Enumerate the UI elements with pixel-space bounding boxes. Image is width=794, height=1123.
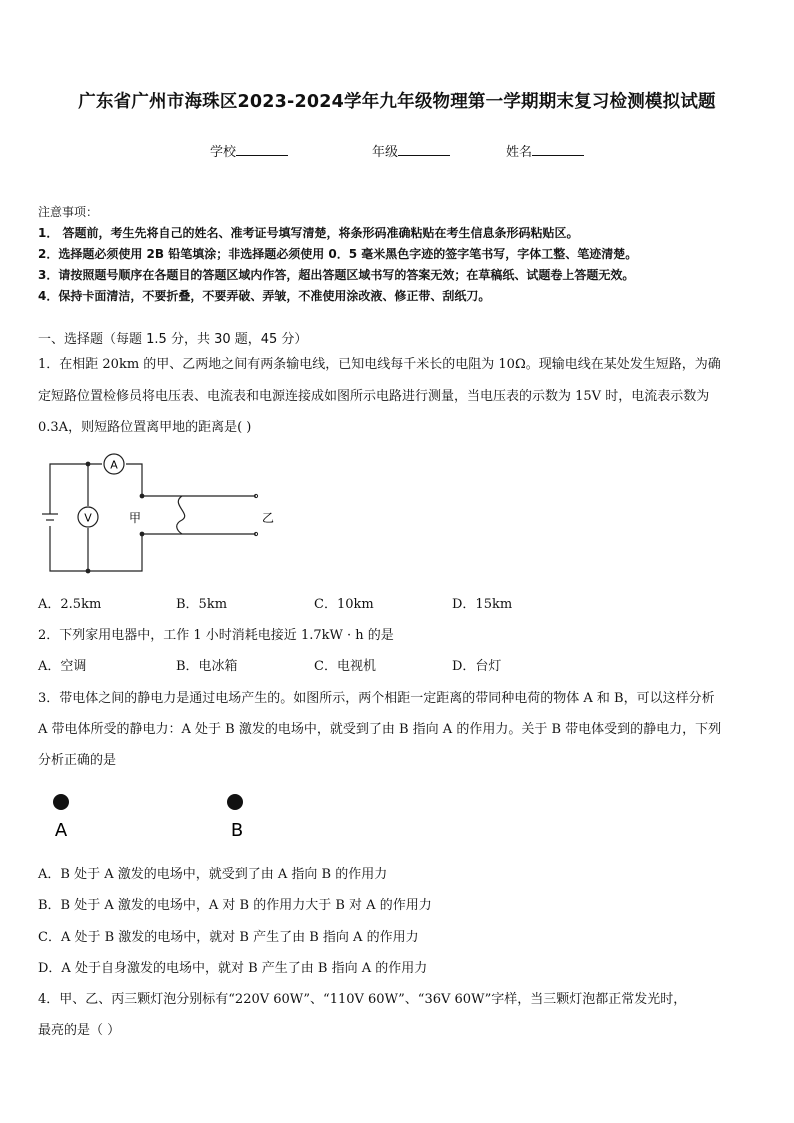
charge-b-dot [227,794,243,810]
circuit-diagram [36,448,286,578]
location-jia-label: 甲 [129,511,142,525]
q2-option-d[interactable]: D．台灯 [452,659,502,674]
q1-option-a[interactable]: A．2.5km [38,597,102,612]
location-yi-label: 乙 [262,511,275,525]
charges-figure [40,790,270,842]
grade-field[interactable] [372,141,450,160]
notice-item: 1． 答题前，考生先将自己的姓名、准考证号填写清楚，将条形码准确粘贴在考生信息条形码粘贴区。 [38,226,579,240]
q3-text: A 带电体所受的静电力：A 处于 B 激发的电场中，就受到了由 B 指向 A 的作用力。关于 B 带电体受到的静电力，下列 [38,722,722,737]
charge-a-label: A [54,820,68,841]
grade-blank[interactable] [398,143,450,156]
notice-item: 3．请按照题号顺序在各题目的答题区域内作答，超出答题区域书写的答案无效；在草稿纸、试题卷上答题无效。 [38,268,635,282]
q3-text: 分析正确的是 [38,753,117,768]
q3-option-a[interactable]: A．B 处于 A 激发的电场中，就受到了由 A 指向 B 的作用力 [38,867,388,882]
q2-option-b[interactable]: B．电冰箱 [176,659,238,674]
q4-text: 4．甲、乙、丙三颗灯泡分别标有“220V 60W”、“110V 60W”、“36V 60W”字样，当三颗灯泡都正常发光时， [38,992,687,1007]
q3-text: 3．带电体之间的静电力是通过电场产生的。如图所示，两个相距一定距离的带同种电荷的物体 A 和 B，可以这样分析 [38,691,715,706]
grade-label: 年级 [372,145,399,160]
notice-heading: 注意事项： [38,205,99,219]
q2-option-c[interactable]: C．电视机 [314,659,376,674]
q2-text: 2．下列家用电器中，工作 1 小时消耗电接近 1.7kW · h 的是 [38,628,394,643]
charge-a-dot [53,794,69,810]
school-field[interactable] [210,141,288,160]
charge-b-label: B [230,820,244,841]
page-title: 广东省广州市海珠区2023-2024学年九年级物理第一学期期末复习检测模拟试题 [78,92,716,112]
q1-text: 0.3A，则短路位置离甲地的距离是( ) [38,420,252,435]
q3-option-c[interactable]: C．A 处于 B 激发的电场中，就对 B 产生了由 B 指向 A 的作用力 [38,930,419,945]
q3-option-b[interactable]: B．B 处于 A 激发的电场中，A 对 B 的作用力大于 B 对 A 的作用力 [38,898,432,913]
q1-option-c[interactable]: C．10km [314,597,374,612]
q1-text: 1．在相距 20km 的甲、乙两地之间有两条输电线，已知电线每千米长的电阻为 10Ω。现输电线在某处发生短路，为确 [38,357,721,372]
section-heading: 一、选择题（每题 1.5 分，共 30 题，45 分） [38,332,308,347]
q2-option-a[interactable]: A．空调 [38,659,87,674]
q4-text: 最亮的是（ ） [38,1023,121,1038]
voltmeter-label: V [84,511,92,525]
q1-option-b[interactable]: B．5km [176,597,228,612]
school-blank[interactable] [236,143,288,156]
school-label: 学校 [210,145,237,160]
notice-item: 4．保持卡面清洁，不要折叠，不要弄破、弄皱，不准使用涂改液、修正带、刮纸刀。 [38,289,491,303]
notice-item: 2．选择题必须使用 2B 铅笔填涂；非选择题必须使用 0．5 毫米黑色字迹的签字笔书写，字体工整、笔迹清楚。 [38,247,638,261]
name-blank[interactable] [532,143,584,156]
q3-option-d[interactable]: D．A 处于自身激发的电场中，就对 B 产生了由 B 指向 A 的作用力 [38,961,428,976]
q1-option-d[interactable]: D．15km [452,597,513,612]
name-label: 姓名 [506,145,533,160]
q1-text: 定短路位置检修员将电压表、电流表和电源连接成如图所示电路进行测量，当电压表的示数为 15V 时，电流表示数为 [38,389,710,404]
name-field[interactable] [506,141,584,160]
ammeter-label: A [110,458,118,472]
